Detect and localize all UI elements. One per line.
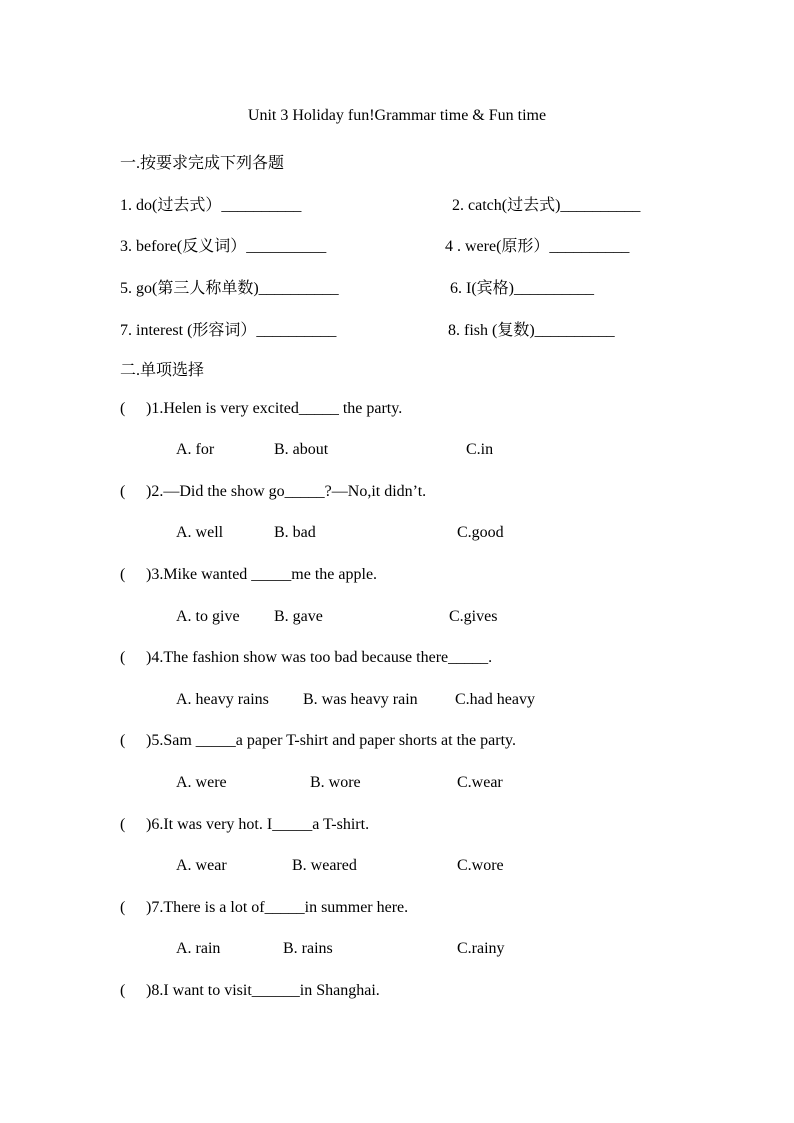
fill-item-8: 8. fish (复数)__________ [448, 322, 615, 339]
page-title: Unit 3 Holiday fun!Grammar time & Fun time [247, 107, 547, 124]
fill-item-6: 6. I(宾格)__________ [450, 280, 594, 297]
fill-item-3: 3. before(反义词）__________ [120, 238, 327, 255]
option-b: B. wore [310, 774, 361, 791]
option-c: C.in [466, 441, 494, 458]
fill-row-1 [0, 192, 794, 214]
question-text: )2.—Did the show go_____?—No,it didn’t. [146, 483, 427, 500]
option-b: B. was heavy rain [303, 691, 418, 708]
section-2-heading: 二.单项选择 [120, 362, 205, 379]
question-6 [120, 816, 369, 834]
answer-paren: ( [120, 566, 126, 583]
options-6 [0, 857, 794, 879]
section-1-heading: 一.按要求完成下列各题 [120, 155, 285, 172]
option-b: B. weared [292, 857, 357, 874]
option-c: C.gives [449, 608, 498, 625]
option-c: C.wore [457, 857, 504, 874]
option-a: A. for [176, 441, 215, 458]
option-b: B. rains [283, 940, 333, 957]
fill-item-5: 5. go(第三人称单数)__________ [120, 280, 339, 297]
question-text: )7.There is a lot of_____in summer here. [146, 899, 409, 916]
options-1 [0, 441, 794, 463]
question-text: )4.The fashion show was too bad because there_____. [146, 649, 493, 666]
answer-paren: ( [120, 483, 126, 500]
answer-paren: ( [120, 816, 126, 833]
question-1 [120, 400, 402, 418]
question-text: )3.Mike wanted _____me the apple. [146, 566, 378, 583]
question-2 [120, 483, 426, 501]
fill-row-4 [0, 317, 794, 339]
option-b: B. bad [274, 524, 316, 541]
option-a: A. rain [176, 940, 221, 957]
option-a: A. were [176, 774, 227, 791]
question-8 [120, 982, 380, 1000]
options-4 [0, 691, 794, 713]
question-text: )8.I want to visit______in Shanghai. [146, 982, 380, 999]
option-b: B. about [274, 441, 329, 458]
option-b: B. gave [274, 608, 323, 625]
answer-paren: ( [120, 400, 126, 417]
answer-paren: ( [120, 899, 126, 916]
fill-row-3 [0, 275, 794, 297]
question-7 [120, 899, 408, 917]
question-5 [120, 732, 516, 750]
answer-paren: ( [120, 649, 126, 666]
question-text: )1.Helen is very excited_____ the party. [146, 400, 403, 417]
options-7 [0, 940, 794, 962]
question-text: )6.It was very hot. I_____a T-shirt. [146, 816, 370, 833]
option-a: A. wear [176, 857, 227, 874]
fill-item-4: 4 . were(原形）__________ [445, 238, 630, 255]
option-a: A. to give [176, 608, 240, 625]
fill-item-1: 1. do(过去式）__________ [120, 197, 302, 214]
options-2 [0, 524, 794, 546]
option-c: C.rainy [457, 940, 505, 957]
options-3 [0, 608, 794, 630]
fill-row-2 [0, 233, 794, 255]
fill-item-2: 2. catch(过去式)__________ [452, 197, 641, 214]
question-3 [120, 566, 377, 584]
fill-item-7: 7. interest (形容词）__________ [120, 322, 337, 339]
question-4 [120, 649, 492, 667]
option-c: C.had heavy [455, 691, 535, 708]
question-text: )5.Sam _____a paper T-shirt and paper shorts at the party. [146, 732, 516, 749]
option-c: C.wear [457, 774, 503, 791]
answer-paren: ( [120, 982, 126, 999]
answer-paren: ( [120, 732, 126, 749]
option-a: A. heavy rains [176, 691, 269, 708]
option-a: A. well [176, 524, 224, 541]
option-c: C.good [457, 524, 504, 541]
options-5 [0, 774, 794, 796]
